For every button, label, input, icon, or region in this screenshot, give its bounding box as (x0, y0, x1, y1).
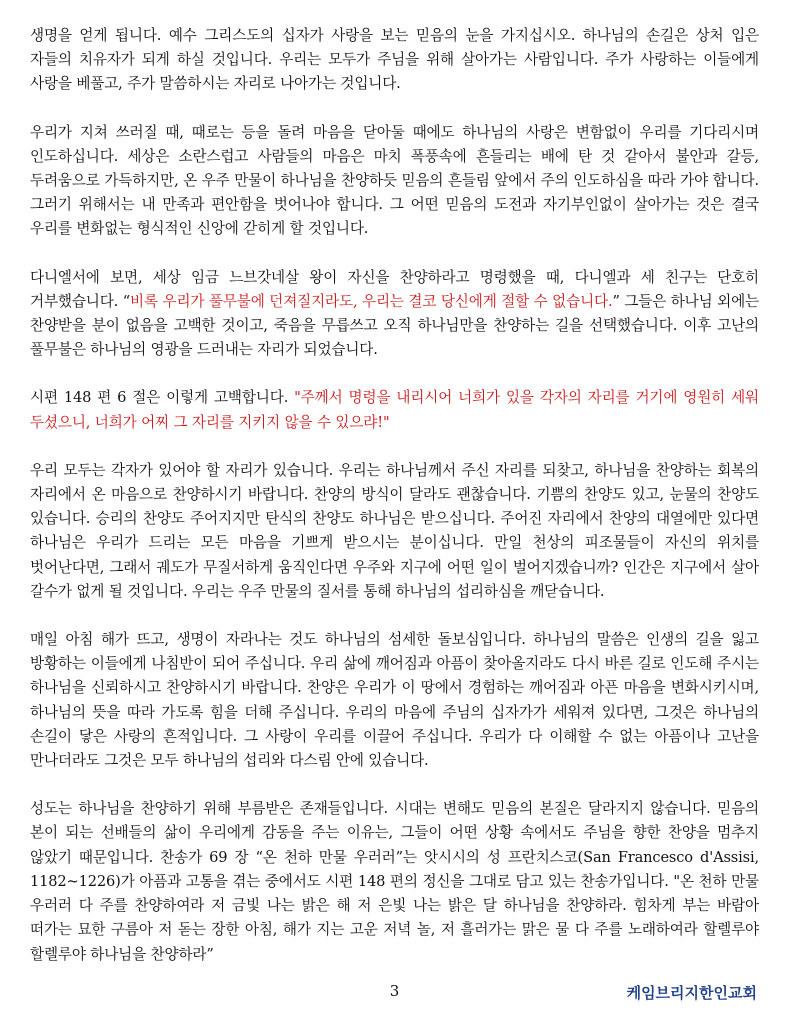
paragraph-text: 다니엘서에 보면, 세상 임금 느브갓네살 왕이 자신을 찬양하라고 명령했을 때, 다니엘과 세 친구는 단호히 거부했습니다. “ (30, 268, 759, 310)
paragraph-text: ” 그들은 하나님 외에는 찬양받을 분이 없음을 고백한 것이고, 죽음을 무릅쓰고 오직 하나님만을 찬양하는 길을 선택했습니다. 이후 고난의 풀무불은 하나님의 영광을 드러내는 자리가 되었습니다. (30, 292, 759, 359)
paragraph-7 (30, 797, 759, 966)
paragraph-2 (30, 121, 759, 242)
church-name: 케임브리지한인교회 (626, 984, 757, 1002)
page-footer (0, 982, 789, 1006)
paragraph-text: 매일 아침 해가 뜨고, 생명이 자라나는 것도 하나님의 섬세한 돌보심입니다. 하나님의 말씀은 인생의 길을 잃고 방황하는 이들에게 나침반이 되어 주십니다. 우리 삶에 깨어짐과 아픔이 찾아올지라도 다시 바른 길로 인도해 주시는 하나님을 신뢰하시고 찬양하시기 바랍니다. 찬양은 우리가 이 땅에서 경험하는 깨어짐과 아픈 마음을 변화시키시며, 하나님의 뜻을 따라 가도록 힘을 더해 주십니다. 우리의 마음에 주님의 십자가가 세워져 있다면, 그것은 하나님의 손길이 닿은 사랑의 흔적입니다. 그 사랑이 우리를 이끌어 주십니다. 우리가 다 이해할 수 없는 아픔이나 고난을 만나더라도 그것은 모두 하나님의 섭리와 다스림 안에 있습니다. (30, 631, 759, 770)
paragraph-4 (30, 386, 759, 434)
paragraph-text: 우리가 지쳐 쓰러질 때, 때로는 등을 돌려 마음을 닫아둘 때에도 하나님의 사랑은 변함없이 우리를 기다리시며 인도하십니다. 세상은 소란스럽고 사람들의 마음은 마치 폭풍속에 흔들리는 배에 탄 것 같아서 불안과 갈등, 두려움으로 가득하지만, 온 우주 만물이 하나님을 찬양하듯 믿음의 흔들림 앞에서 주의 인도하심을 따라 가야 합니다. 그러기 위해서는 내 만족과 편안함을 벗어나야 합니다. 그 어떤 믿음의 도전과 자기부인없이 살아가는 것은 결국 우리를 변화없는 형식적인 신앙에 갇히게 할 것입니다. (30, 123, 759, 238)
paragraph-text: 생명을 얻게 됩니다. 예수 그리스도의 십자가 사랑을 보는 믿음의 눈을 가지십시오. 하나님의 손길은 상처 입은 자들의 치유자가 되게 하실 것입니다. 우리는 모두가 주님을 위해 살아가는 사람입니다. 주가 사랑하는 이들에게 사랑을 베풀고, 주가 말씀하시는 자리로 나아가는 것입니다. (30, 27, 759, 93)
paragraph-6 (30, 628, 759, 773)
paragraph-3 (30, 266, 759, 363)
body-text (30, 24, 759, 967)
paragraph-text: 시편 148 편 6 절은 이렇게 고백합니다. (30, 389, 295, 407)
scripture-quote: "주께서 명령을 내리시어 너희가 있을 각자의 자리를 거기에 영원히 세워 두셨으니, 너희가 어찌 그 자리를 지키지 않을 수 있으랴!" (30, 389, 759, 431)
scripture-quote: 비록 우리가 풀무불에 던져질지라도, 우리는 결코 당신에게 절할 수 없습니다. (130, 292, 613, 310)
paragraph-text: 성도는 하나님을 찬양하기 위해 부름받은 존재들입니다. 시대는 변해도 믿음의 본질은 달라지지 않습니다. 믿음의 본이 되는 선배들의 삶이 우리에게 감동을 주는 이유는, 그들이 어떤 상황 속에서도 주님을 향한 찬양을 멈추지 않았기 때문입니다. 찬송가 69 장 “온 천하 만물 우러러”는 앗시시의 성 프란치스코(San Francesco d'Assisi, 1182~1226)가 아픔과 고통을 겪는 중에서도 시편 148 편의 정신을 그대로 담고 있는 찬송가입니다. "온 천하 만물 우러러 다 주를 찬양하여라 저 금빛 나는 밝은 해 저 은빛 나는 밝은 달 하나님을 찬양하라. 힘차게 부는 바람아 떠가는 묘한 구름아 저 돋는 장한 아침, 해가 지는 고운 저녁 놀, 저 흘러가는 맑은 물 다 주를 노래하여라 할렐루야 할렐루야 하나님을 찬양하라” (30, 800, 759, 963)
paragraph-1 (30, 24, 759, 97)
paragraph-text: 우리 모두는 각자가 있어야 할 자리가 있습니다. 우리는 하나님께서 주신 자리를 되찾고, 하나님을 찬양하는 회복의 자리에서 온 마음으로 찬양하시기 바랍니다. 찬양의 방식이 달라도 괜찮습니다. 기쁨의 찬양도 있고, 눈물의 찬양도 있습니다. 승리의 찬양도 주어지지만 탄식의 찬양도 하나님은 받으십니다. 주어진 자리에서 찬양의 대열에만 있다면 하나님은 우리가 드리는 모든 마음을 기쁘게 받으시는 분이십니다. 만일 천상의 피조물들이 자신의 위치를 벗어난다면, 그래서 궤도가 무질서하게 움직인다면 우주와 지구에 어떤 일이 벌어지겠습니까? 인간은 지구에서 살아 갈수가 없게 될 것입니다. 우리는 우주 만물의 질서를 통해 하나님의 섭리하심을 깨닫습니다. (30, 461, 759, 600)
paragraph-5 (30, 459, 759, 604)
page-number: 3 (389, 982, 400, 1000)
